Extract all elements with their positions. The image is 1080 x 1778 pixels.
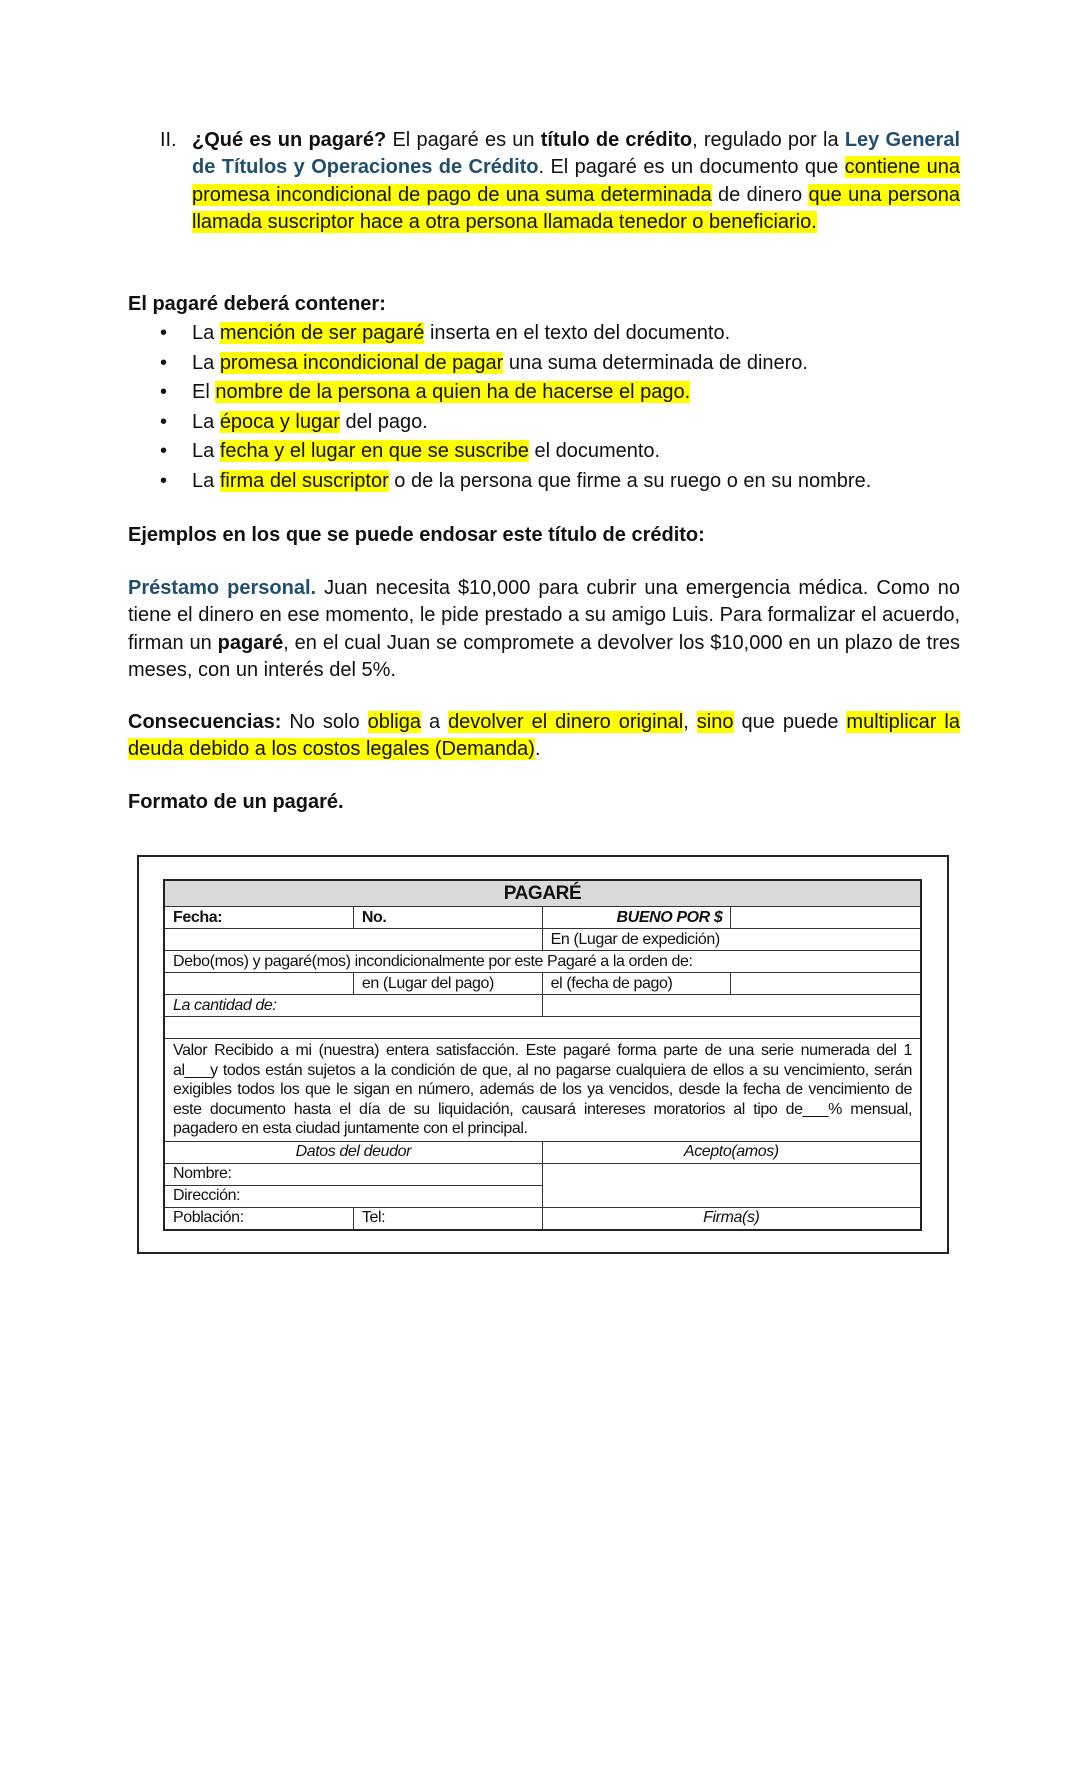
text: El — [192, 381, 216, 404]
format-heading: Formato de un pagaré. — [128, 791, 344, 813]
text: de dinero — [711, 183, 809, 206]
highlight: promesa incondicional de pagar — [219, 351, 504, 374]
blank-row — [164, 1017, 921, 1039]
lugar-expedicion: En (Lugar de expedición) — [542, 929, 921, 951]
blank-cell — [542, 995, 921, 1017]
text: una suma determinada de dinero. — [503, 351, 808, 374]
examples-heading: Ejemplos en los que se puede endosar este título de crédito: — [128, 524, 705, 546]
text: Juan necesita $10,000 para cubrir una emergencia médica. Como no tiene el dinero en ese momento, le pide prestado a su amigo Luis. Para formalizar el acuerdo, firman un — [128, 577, 960, 654]
text: . — [534, 738, 541, 761]
list-item — [128, 349, 960, 379]
text: La — [192, 440, 220, 463]
text: . El pagaré es un documento que — [538, 156, 845, 179]
text: , — [683, 711, 697, 733]
fecha-label: Fecha: — [164, 907, 353, 929]
bold-term: pagaré — [217, 631, 284, 654]
text: del pago. — [339, 410, 428, 433]
text: el documento. — [528, 440, 661, 463]
blank-cell — [164, 973, 353, 995]
blank-cell — [164, 929, 542, 951]
section-numeral: II. — [160, 129, 177, 151]
cantidad-label: La cantidad de: — [164, 995, 542, 1017]
highlight: firma del suscriptor — [219, 469, 389, 492]
contents-heading: El pagaré deberá contener: — [128, 293, 386, 315]
poblacion-label: Población: — [164, 1207, 353, 1230]
question: ¿Qué es un pagaré? — [192, 129, 387, 151]
text: No solo — [281, 711, 368, 733]
bueno-por-label: BUENO POR $ — [542, 907, 731, 929]
pagare-form — [163, 879, 922, 1231]
no-label: No. — [353, 907, 542, 929]
example-paragraph — [128, 575, 960, 685]
list-item — [128, 408, 960, 438]
law-reference: Ley General de Títulos y Operaciones de Crédito — [192, 129, 961, 179]
highlight: mención de ser pagaré — [219, 322, 425, 344]
nombre-label: Nombre: — [164, 1163, 542, 1185]
contents-list — [128, 319, 960, 497]
consequences-paragraph — [128, 709, 960, 764]
text: , en el cual Juan se compromete a devolver los $10,000 en un plazo de tres meses, con un interés del 5%. — [128, 631, 960, 682]
list-item — [128, 378, 960, 408]
fecha-pago: el (fecha de pago) — [542, 973, 731, 995]
highlight: obliga — [367, 711, 421, 733]
text: que puede — [733, 711, 847, 733]
tel-label: Tel: — [353, 1207, 542, 1230]
definition-paragraph — [192, 127, 960, 237]
text: El pagaré es un — [386, 129, 541, 151]
text: a — [420, 711, 449, 733]
text: La — [192, 410, 220, 433]
bold-term: título de crédito — [540, 129, 693, 151]
highlight: multiplicar la deuda debido a los costos legales (Demanda) — [128, 711, 960, 761]
lugar-pago: en (Lugar del pago) — [353, 973, 542, 995]
highlight: época y lugar — [219, 410, 340, 433]
list-item — [128, 467, 960, 497]
acepto: Acepto(amos) — [542, 1141, 921, 1163]
signature-area — [542, 1163, 921, 1207]
text: La — [192, 469, 220, 492]
debo-line: Debo(mos) y pagaré(mos) incondicionalmente por este Pagaré a la orden de: — [164, 951, 921, 973]
text: La — [192, 351, 220, 374]
text: La — [192, 322, 220, 344]
list-item — [128, 437, 960, 467]
highlight: devolver el dinero original — [448, 711, 684, 733]
firma-label: Firma(s) — [542, 1207, 921, 1230]
consequences-label: Consecuencias: — [128, 711, 282, 733]
list-item — [128, 319, 960, 349]
amount-cell — [731, 907, 921, 929]
valor-recibido-text: Valor Recibido a mi (nuestra) entera satisfacción. Este pagaré forma parte de una serie numerada del 1 al___y todos están sujetos a la condición de que, al no pagarse cualquiera de ellos a su vencimiento, serán exigibles todos los que le sigan en número, además de los ya vencidos, desde la fecha de vencimiento de este documento hasta el día de su liquidación, causará intereses moratorios al tipo de___% mensual, pagadero en esta ciudad juntamente con el principal. — [164, 1039, 921, 1142]
text: inserta en el texto del documento. — [424, 322, 731, 344]
datos-deudor: Datos del deudor — [164, 1141, 542, 1163]
highlight: fecha y el lugar en que se suscribe — [219, 440, 529, 463]
highlight: nombre de la persona a quien ha de hacerse el pago. — [215, 381, 691, 404]
blank-cell — [731, 973, 921, 995]
example-title: Préstamo personal. — [128, 577, 317, 599]
text: , regulado por la — [692, 129, 845, 151]
direccion-label: Dirección: — [164, 1185, 542, 1207]
text: o de la persona que firme a su ruego o en su nombre. — [388, 469, 872, 492]
highlight: sino — [696, 711, 734, 733]
highlight: contiene una promesa incondicional de pago de una suma determinada — [192, 156, 961, 206]
form-title: PAGARÉ — [164, 880, 921, 907]
highlight: que una persona llamada suscriptor hace a otra persona llamada tenedor o beneficiario. — [192, 183, 960, 234]
